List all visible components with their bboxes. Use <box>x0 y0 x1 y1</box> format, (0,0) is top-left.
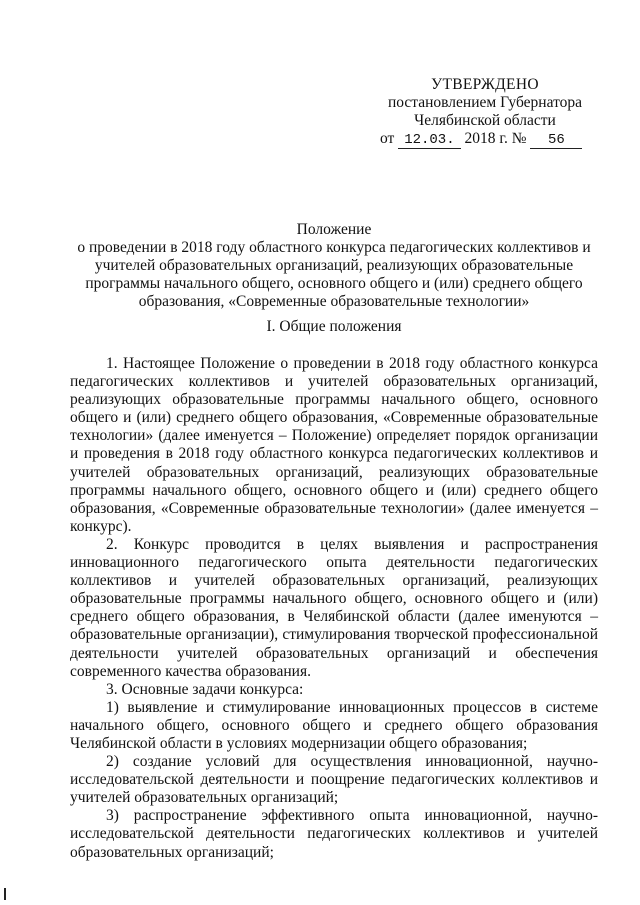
approval-date-year: 2018 г. № <box>464 130 527 147</box>
approval-stamp <box>360 76 610 149</box>
paragraph-task-1: 1) выявление и стимулирование инновационных процессов в системе начального общего, основного общего и среднего общего образования Челябинской области в условиях модернизации общего образования; <box>70 698 598 752</box>
paragraph-3: 3. Основные задачи конкурса: <box>106 680 304 698</box>
paragraph-2: 2. Конкурс проводится в целях выявления и распространения инновационного педагогического опыта деятельности педагогических коллективов и учителей образовательных организаций, реализующих образовательные программы начального общего, основного общего и (или) среднего общего образования, в Челябинской области (далее именуются – образовательные организации), стимулирования творческой профессиональной деятельности учителей образовательных организаций и обеспечения современного качества образования. <box>70 535 598 680</box>
section-heading: I. Общие положения <box>266 318 402 335</box>
approval-number: 56 <box>530 133 582 149</box>
title-line-3: учителей образовательных организаций, реализующих образовательные <box>94 257 574 274</box>
title-line-2: о проведении в 2018 году областного конкурса педагогических коллективов и <box>77 239 591 256</box>
paragraph-task-2: 2) создание условий для осуществления инновационной, научно-исследовательской деятельности и поощрение педагогических коллективов и учителей образовательных организаций; <box>70 753 598 807</box>
approval-line-2: Челябинской области <box>414 112 556 129</box>
approval-date-value: 12.03. <box>398 133 460 149</box>
paragraph-1: 1. Настоящее Положение о проведении в 2018 году областного конкурса педагогических коллективов и учителей образовательных организаций, реализующих образовательные программы начального общего, основного общего и (или) среднего общего образования, «Современные образовательные технологии» (далее именуется – Положение) определяет порядок организации и проведения в 2018 году областного конкурса педагогических коллективов и учителей образовательных организаций, реализующих образовательные программы начального общего, основного общего и (или) среднего общего образования, «Современные образовательные технологии» (далее именуется – конкурс). <box>70 355 598 535</box>
title-line-5: образования, «Современные образовательные технологии» <box>138 293 530 310</box>
scan-margin-mark <box>4 888 6 900</box>
approval-line-1: постановлением Губернатора <box>387 94 583 111</box>
title-line-1: Положение <box>296 221 372 238</box>
approval-title: УТВЕРЖДЕНО <box>431 76 539 93</box>
approval-date-prefix: от <box>380 130 395 147</box>
title-line-4: программы начального общего, основного общего и (или) среднего общего <box>85 275 583 292</box>
paragraph-task-3: 3) распространение эффективного опыта инновационной, научно-исследовательской деятельности педагогических коллективов и учителей образовательных организаций; <box>70 807 598 861</box>
approval-date-line <box>360 130 610 149</box>
document-body <box>70 355 598 862</box>
document-title <box>70 221 598 311</box>
